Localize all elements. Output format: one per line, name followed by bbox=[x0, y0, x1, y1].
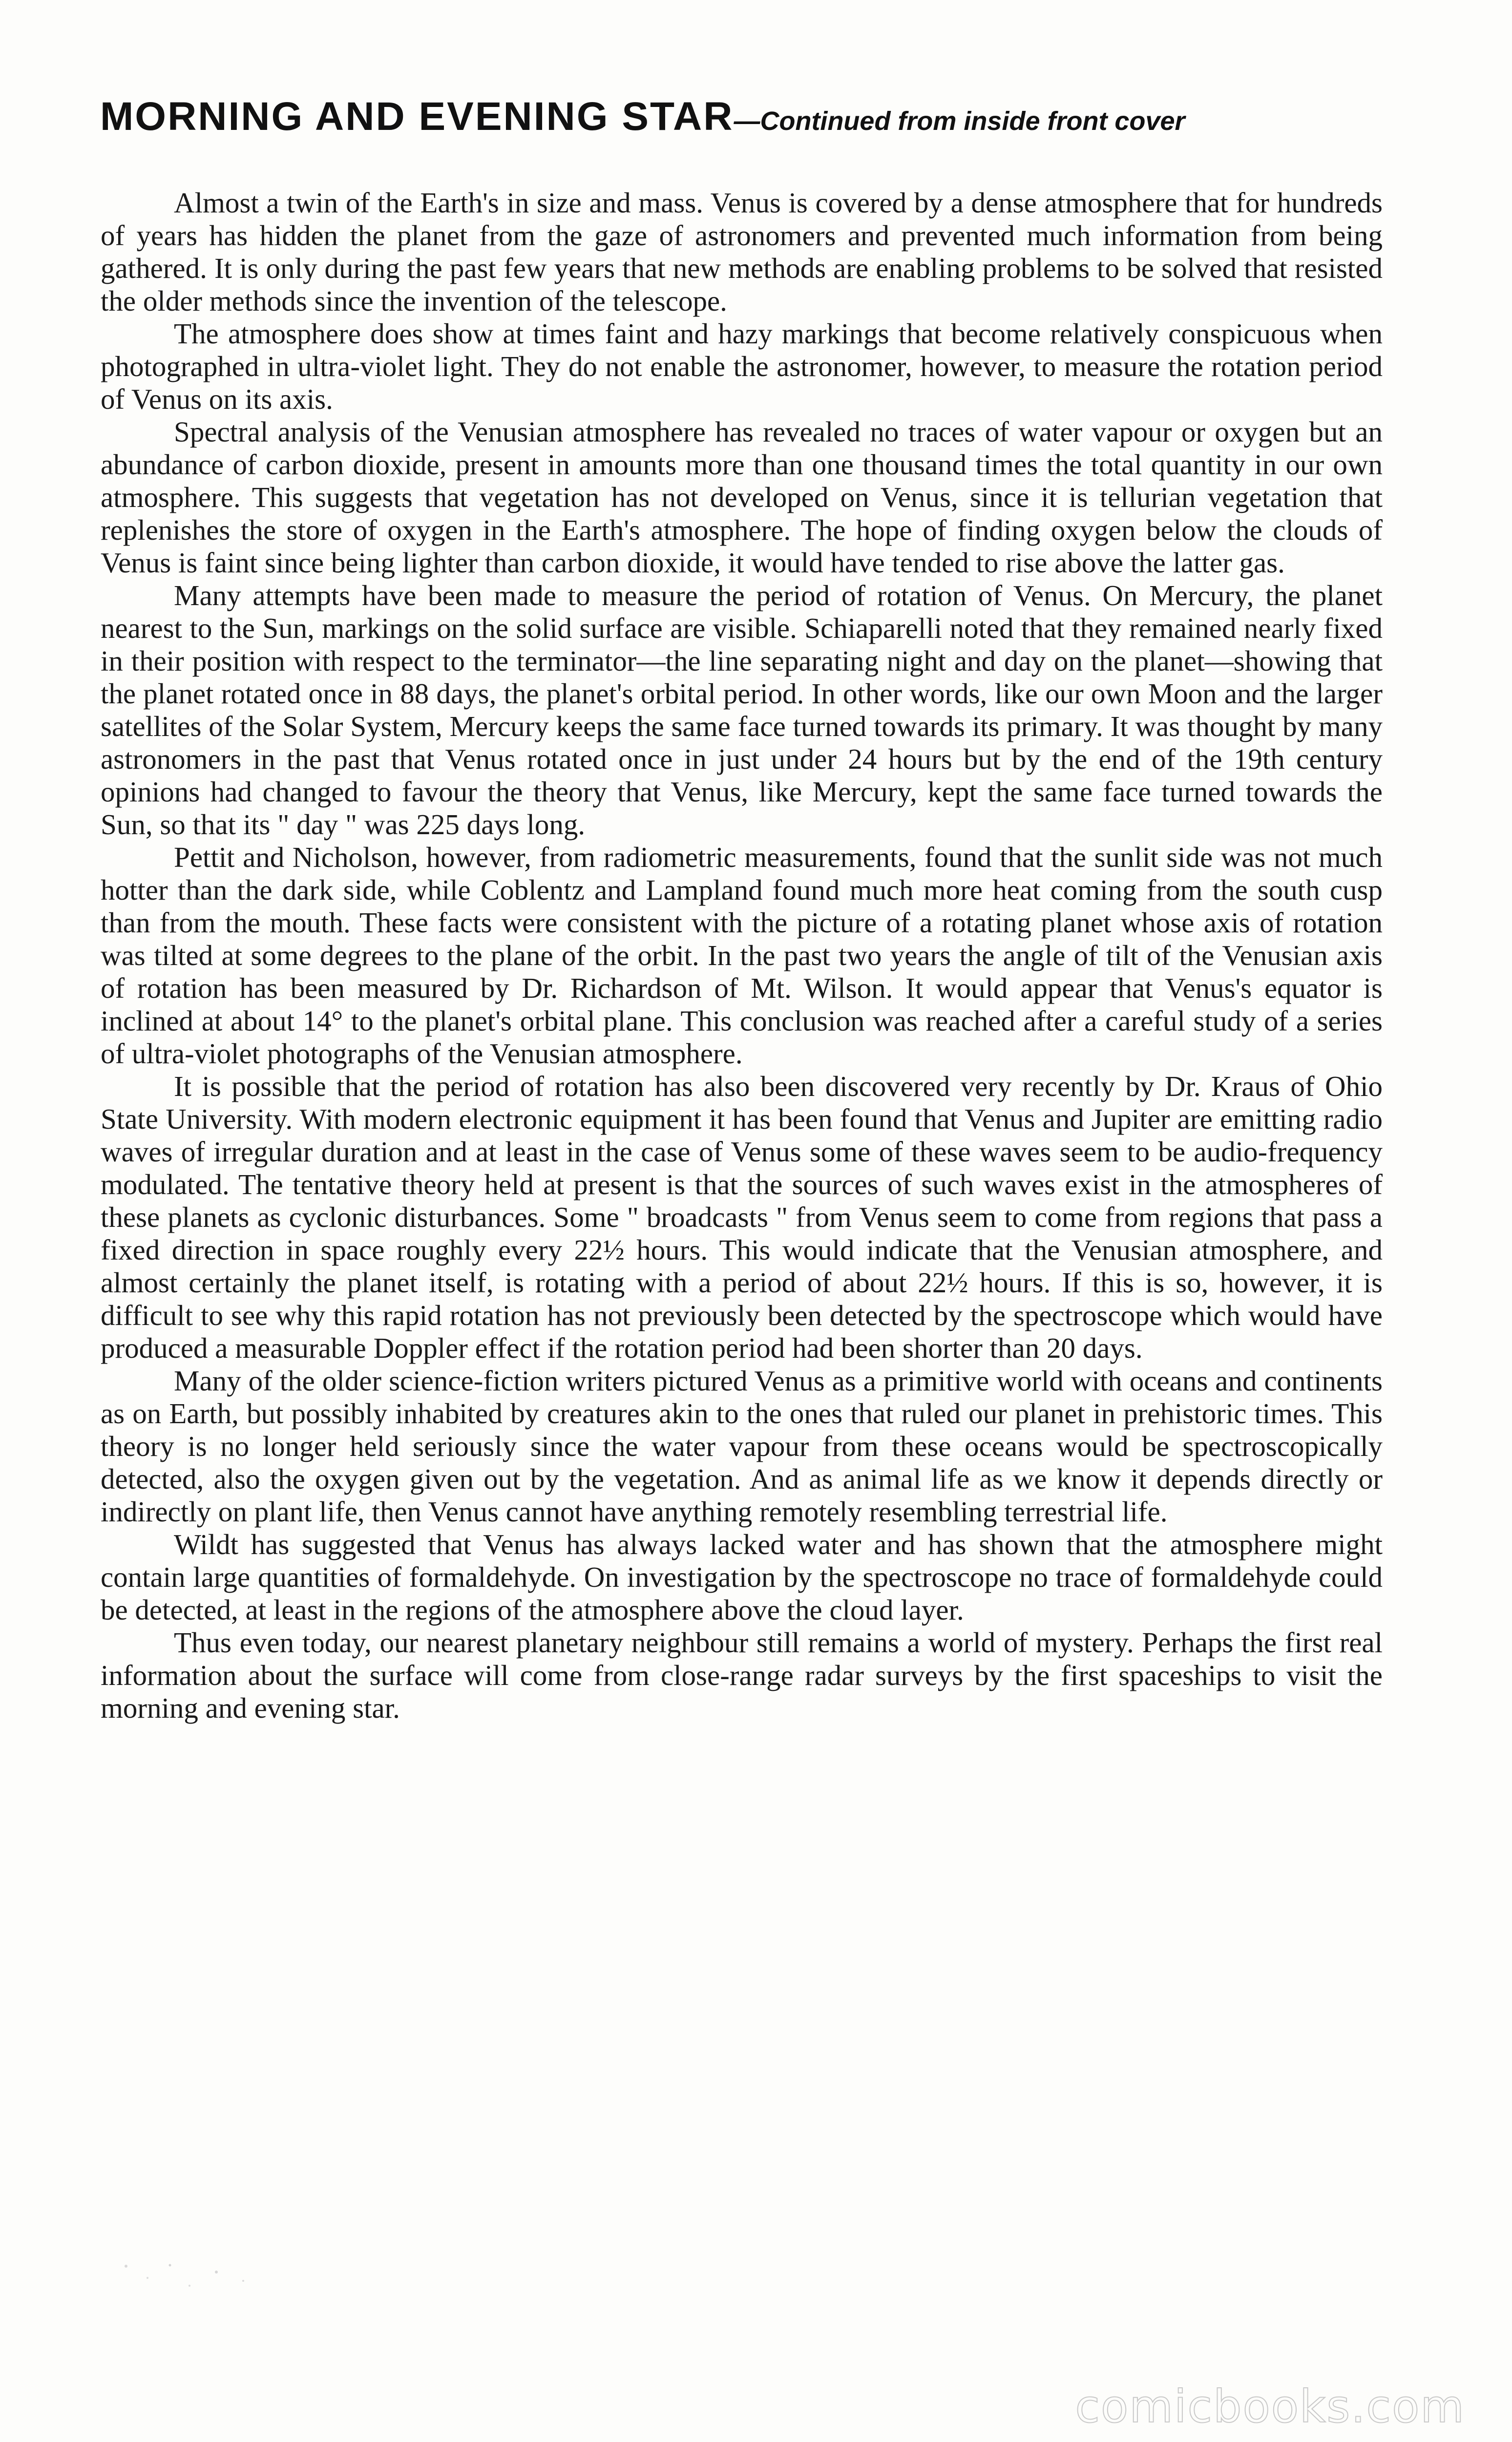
page-heading bbox=[100, 94, 1419, 139]
article-body bbox=[101, 187, 1383, 1725]
site-watermark: comicbooks.com bbox=[1075, 2380, 1465, 2433]
print-speckle bbox=[116, 2256, 273, 2300]
paragraph-4: Many attempts have been made to measure the period of rotation of Venus. On Mercury, the planet nearest to the Sun, markings on the solid surface are visible. Schiaparelli noted that they remained nearly fixed in their position with respect to the terminator—the line separating night and day on the planet—showing that the planet rotated once in 88 days, the planet's orbital period. In other words, like our own Moon and the larger satellites of the Solar System, Mercury keeps the same face turned towards its primary. It was thought by many astronomers in the past that Venus rotated once in just under 24 hours but by the end of the 19th century opinions had changed to favour the theory that Venus, like Mercury, kept the same face turned towards the Sun, so that its " day " was 225 days long. bbox=[101, 579, 1383, 841]
paragraph-8: Wildt has suggested that Venus has always lacked water and has shown that the atmosphere might contain large quantities of formaldehyde. On investigation by the spectroscope no trace of formaldehyde could be detected, at least in the regions of the atmosphere above the cloud layer. bbox=[101, 1528, 1383, 1626]
paragraph-2: The atmosphere does show at times faint and hazy markings that become relatively conspicuous when photographed in ultra-violet light. They do not enable the astronomer, however, to measure the rotation period of Venus on its axis. bbox=[101, 317, 1383, 415]
heading-continued-note: —Continued from inside front cover bbox=[734, 106, 1185, 136]
heading-title: MORNING AND EVENING STAR bbox=[100, 94, 734, 139]
paragraph-5: Pettit and Nicholson, however, from radiometric measurements, found that the sunlit side was not much hotter than the dark side, while Coblentz and Lampland found much more heat coming from the south cusp than from the mouth. These facts were consistent with the picture of a rotating planet whose axis of rotation was tilted at some degrees to the plane of the orbit. In the past two years the angle of tilt of the Venusian axis of rotation has been measured by Dr. Richardson of Mt. Wilson. It would appear that Venus's equator is inclined at about 14° to the planet's orbital plane. This conclusion was reached after a careful study of a series of ultra-violet photographs of the Venusian atmosphere. bbox=[101, 841, 1383, 1070]
paragraph-7: Many of the older science-fiction writers pictured Venus as a primitive world with oceans and continents as on Earth, but possibly inhabited by creatures akin to the ones that ruled our planet in prehistoric times. This theory is no longer held seriously since the water vapour from these oceans would be spectroscopically detected, also the oxygen given out by the vegetation. And as animal life as we know it depends directly or indirectly on plant life, then Venus cannot have anything remotely resembling terrestrial life. bbox=[101, 1365, 1383, 1528]
paragraph-1: Almost a twin of the Earth's in size and mass. Venus is covered by a dense atmosphere that for hundreds of years has hidden the planet from the gaze of astronomers and prevented much information from being gathered. It is only during the past few years that new methods are enabling problems to be solved that resisted the older methods since the invention of the telescope. bbox=[101, 187, 1383, 317]
paragraph-6: It is possible that the period of rotation has also been discovered very recently by Dr. Kraus of Ohio State University. With modern electronic equipment it has been found that Venus and Jupiter are emitting radio waves of irregular duration and at least in the case of Venus some of these waves seem to be audio-frequency modulated. The tentative theory held at present is that the sources of such waves exist in the atmospheres of these planets as cyclonic disturbances. Some " broadcasts " from Venus seem to come from regions that pass a fixed direction in space roughly every 22½ hours. This would indicate that the Venusian atmosphere, and almost certainly the planet itself, is rotating with a period of about 22½ hours. If this is so, however, it is difficult to see why this rapid rotation has not previously been detected by the spectroscope which would have produced a measurable Doppler effect if the rotation period had been shorter than 20 days. bbox=[101, 1070, 1383, 1364]
paragraph-9: Thus even today, our nearest planetary neighbour still remains a world of mystery. Perhaps the first real information about the surface will come from close-range radar surveys by the first spaceships to visit the morning and evening star. bbox=[101, 1626, 1383, 1724]
paragraph-3: Spectral analysis of the Venusian atmosphere has revealed no traces of water vapour or oxygen but an abundance of carbon dioxide, present in amounts more than one thousand times the total quantity in our own atmosphere. This suggests that vegetation has not developed on Venus, since it is tellurian vegetation that replenishes the store of oxygen in the Earth's atmosphere. The hope of finding oxygen below the clouds of Venus is faint since being lighter than carbon dioxide, it would have tended to rise above the latter gas. bbox=[101, 416, 1383, 579]
